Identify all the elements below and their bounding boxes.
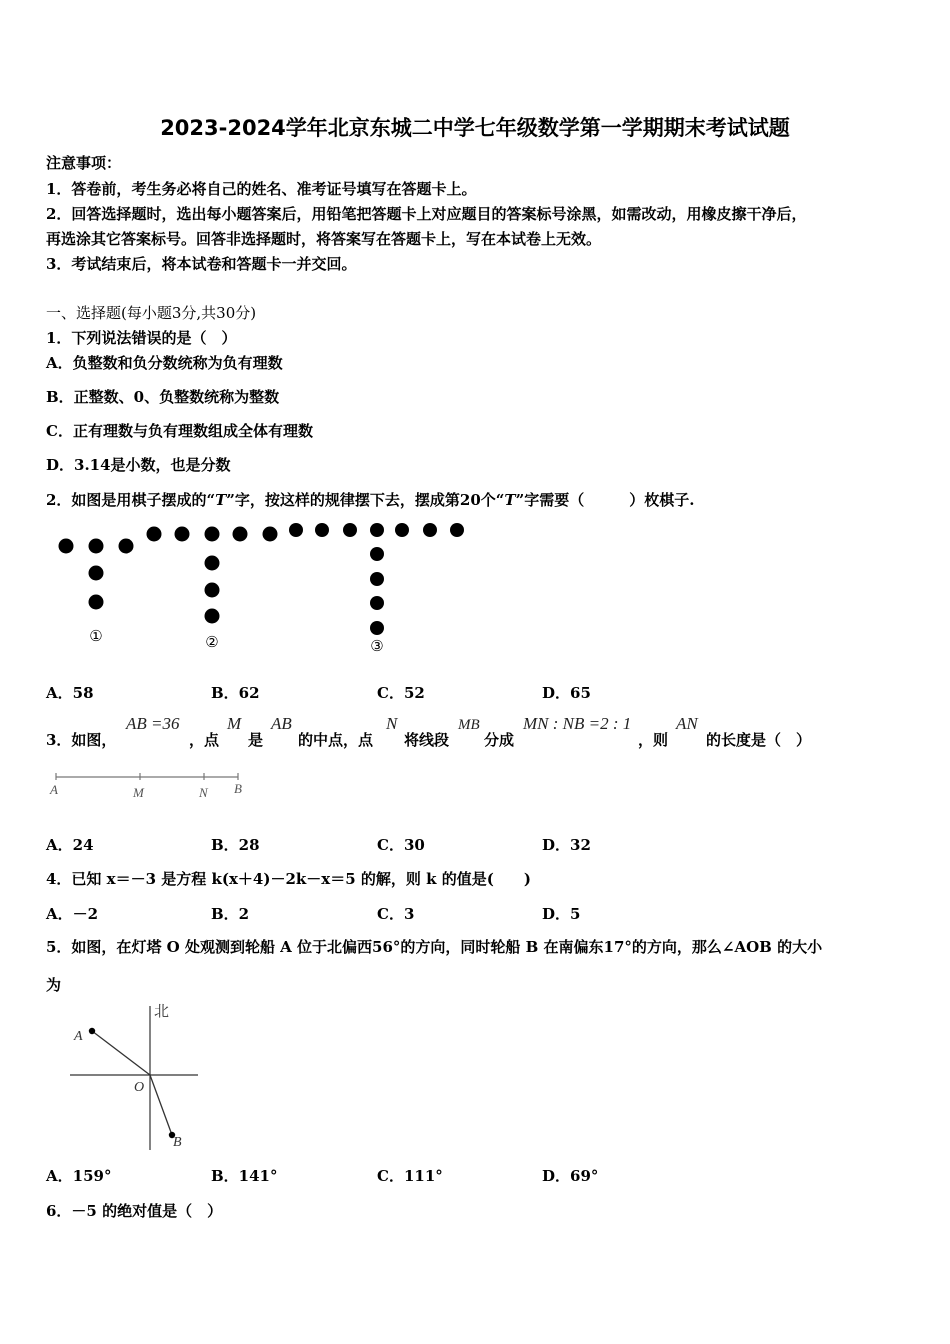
- page-title: 2023-2024学年北京东城二中学七年级数学第一学期期末考试试题: [160, 116, 790, 140]
- chess-piece: [119, 539, 134, 554]
- chess-piece: [205, 609, 220, 624]
- chess-piece: [395, 523, 409, 537]
- q3-text-7: 的长度是（ ）: [706, 731, 812, 749]
- label-a: A: [74, 1029, 83, 1044]
- notice-item-2: 2．回答选择题时，选出每小题答案后，用铅笔把答题卡上对应题目的答案标号涂黑，如需改动，用橡皮擦干净后，: [46, 205, 807, 223]
- chess-piece: [423, 523, 437, 537]
- notice-item-2-cont: 再选涂其它答案标号。回答非选择题时，将答案写在答题卡上，写在本试卷上无效。: [46, 230, 602, 248]
- ray-oa: [92, 1031, 150, 1075]
- q3-option-c: C．30: [377, 836, 425, 854]
- q1-stem: 1．下列说法错误的是（ ）: [46, 329, 237, 347]
- chess-piece: [205, 527, 220, 542]
- q1-option-d: D．3.14是小数，也是分数: [46, 456, 231, 474]
- notice-heading: 注意事项：: [46, 154, 122, 172]
- chess-piece: [343, 523, 357, 537]
- segment-figure: [44, 768, 254, 804]
- q1-option-a: A．负整数和负分数统称为负有理数: [46, 354, 283, 372]
- q1-option-c: C．正有理数与负有理数组成全体有理数: [46, 422, 313, 440]
- q5-option-a: A．159°: [46, 1167, 112, 1185]
- q3-text-5: 分成: [484, 731, 515, 749]
- t-figure-2: [147, 527, 278, 652]
- point-a-dot: [89, 1028, 95, 1034]
- q5-option-c: C．111°: [377, 1167, 443, 1185]
- chess-t-figure: [40, 512, 480, 657]
- q2-option-c: C．52: [377, 684, 425, 702]
- q1-option-b: B．正整数、0、负整数统称为整数: [46, 388, 280, 406]
- q2-t-1: T: [215, 491, 227, 509]
- t-figure-1: [59, 539, 134, 646]
- q2-stem-b: ”字，按这样的规律摆下去，摆成第20个“: [226, 491, 505, 509]
- q2-stem-c: ”字需要（ ）枚棋子.: [515, 491, 695, 509]
- q5-option-d: D．69°: [542, 1167, 599, 1185]
- q3-math-ab: AB: [271, 714, 292, 733]
- q3-text-4: 将线段: [404, 731, 450, 749]
- chess-piece: [233, 527, 248, 542]
- q4-option-d: D．5: [542, 905, 581, 923]
- q4-option-b: B．2: [211, 905, 250, 923]
- chess-piece: [370, 572, 384, 586]
- figure-label-3: ③: [370, 639, 384, 655]
- notice-item-1: 1．答卷前，考生务必将自己的姓名、准考证号填写在答题卡上。: [46, 180, 477, 198]
- point-label-b: B: [234, 781, 242, 796]
- q2-option-b: B．62: [211, 684, 260, 702]
- q3-math-mb: MB: [458, 717, 480, 733]
- q2-option-d: D．65: [542, 684, 591, 702]
- ray-ob: [150, 1075, 172, 1135]
- q3-math-n: N: [386, 714, 398, 733]
- chess-piece: [450, 523, 464, 537]
- bearing-figure: [60, 998, 210, 1154]
- chess-piece: [59, 539, 74, 554]
- q6-stem: 6．－5 的绝对值是（ ）: [46, 1202, 223, 1220]
- q5-option-b: B．141°: [211, 1167, 278, 1185]
- chess-piece: [370, 547, 384, 561]
- chess-piece: [315, 523, 329, 537]
- chess-piece: [147, 527, 162, 542]
- notice-item-3: 3．考试结束后，将本试卷和答题卡一并交回。: [46, 255, 357, 273]
- q3-option-d: D．32: [542, 836, 591, 854]
- chess-piece: [89, 595, 104, 610]
- chess-piece: [263, 527, 278, 542]
- point-label-m: M: [133, 785, 144, 800]
- q3-math-ratio: MN : NB =2 : 1: [523, 714, 632, 733]
- q3-num: 3．如图，: [46, 731, 117, 749]
- q5-stem-line1: 5．如图，在灯塔 O 处观测到轮船 A 位于北偏西56°的方向，同时轮船 B 在南偏东17°的方向，那么∠AOB 的大小: [46, 938, 823, 956]
- north-label: 北: [154, 1004, 170, 1020]
- chess-piece: [370, 596, 384, 610]
- q3-text-3: 的中点，点: [298, 731, 374, 749]
- figure-label-2: ②: [205, 635, 219, 651]
- q3-text-2: 是: [248, 731, 264, 749]
- label-o: O: [134, 1080, 145, 1095]
- chess-piece: [370, 523, 384, 537]
- chess-piece: [89, 566, 104, 581]
- q4-option-a: A．－2: [46, 905, 99, 923]
- q3-option-a: A．24: [46, 836, 94, 854]
- chess-piece: [289, 523, 303, 537]
- chess-piece: [175, 527, 190, 542]
- q2-option-a: A．58: [46, 684, 94, 702]
- chess-piece: [205, 583, 220, 598]
- chess-piece: [205, 556, 220, 571]
- q3-option-b: B．28: [211, 836, 260, 854]
- chess-piece: [89, 539, 104, 554]
- section-heading: 一、选择题(每小题3分,共30分): [46, 304, 257, 322]
- point-label-a: A: [50, 782, 58, 797]
- t-figure-3: [289, 523, 464, 655]
- q4-option-c: C．3: [377, 905, 415, 923]
- q3-math-an: AN: [676, 714, 698, 733]
- q3-text-6: ，则: [638, 731, 669, 749]
- q3-math-ab36: AB =36: [126, 714, 180, 733]
- chess-piece: [370, 621, 384, 635]
- q3-math-m: M: [227, 714, 242, 733]
- q2-stem-a: 2．如图是用棋子摆成的“: [46, 491, 216, 509]
- q5-stem-line2: 为: [46, 976, 62, 994]
- q3-text-1: ，点: [189, 731, 220, 749]
- label-b: B: [173, 1135, 182, 1150]
- q2-t-2: T: [504, 491, 516, 509]
- q4-stem: 4．已知 x＝－3 是方程 k(x＋4)－2k－x＝5 的解，则 k 的值是( ): [46, 870, 531, 888]
- point-label-n: N: [199, 785, 208, 800]
- q2-stem: [46, 489, 694, 510]
- figure-label-1: ①: [89, 629, 103, 645]
